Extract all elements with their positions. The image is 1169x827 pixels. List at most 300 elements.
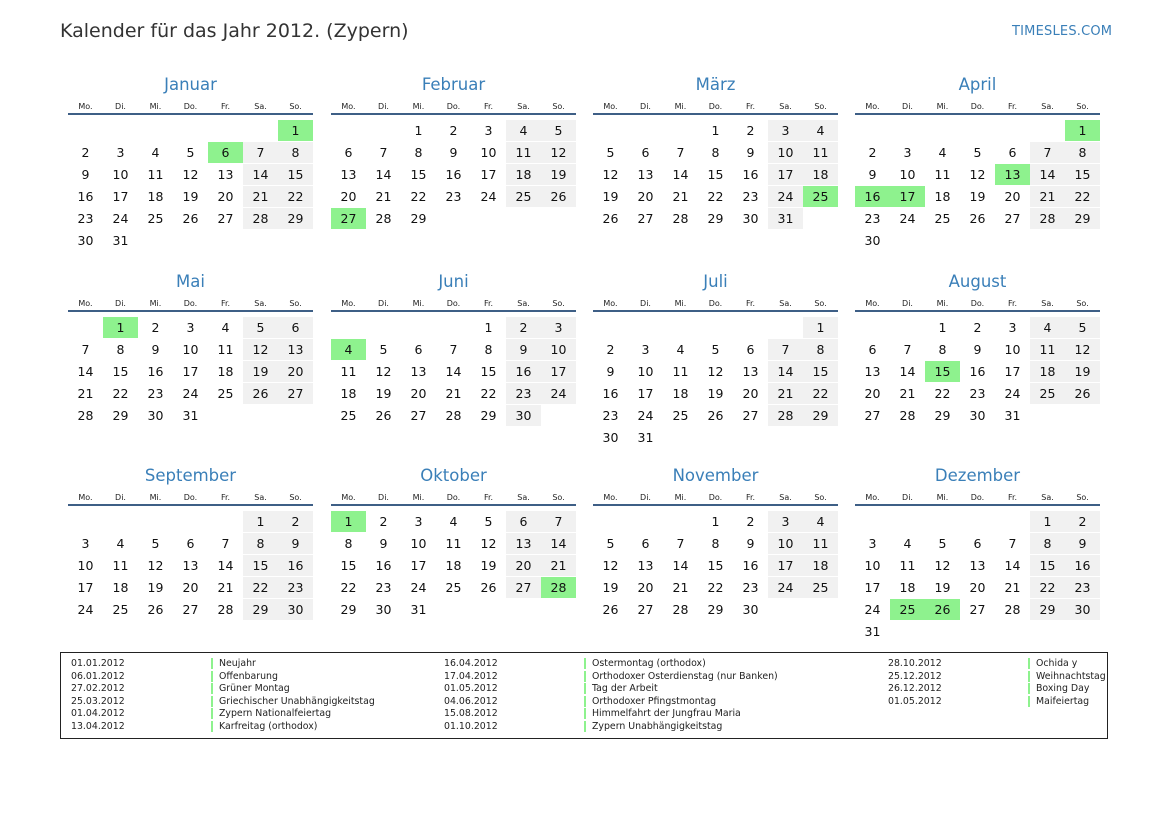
holiday-day-cell: 6 [208, 142, 243, 163]
day-cell: 22 [707, 189, 724, 204]
day-cell: 21 [1030, 186, 1065, 207]
day-cell: 18 [934, 189, 951, 204]
day-cell: 14 [672, 558, 689, 573]
day-cell: 25 [112, 602, 129, 617]
day-cell: 28 [375, 211, 392, 226]
day-cell: 11 [1030, 339, 1065, 360]
day-cell: 12 [375, 364, 392, 379]
weekday-header: So. [289, 102, 302, 111]
weekday-header: Mi. [149, 299, 162, 308]
day-cell: 9 [379, 536, 388, 551]
weekday-header: Mo. [865, 493, 880, 502]
day-cell: 20 [742, 386, 759, 401]
day-cell: 18 [445, 558, 462, 573]
day-cell: 25 [672, 408, 689, 423]
legend-holiday-name: Boxing Day [1028, 683, 1089, 694]
weekday-header: Di. [640, 299, 651, 308]
day-cell: 4 [803, 511, 838, 532]
weekday-header: Mo. [341, 493, 356, 502]
weekday-header: Mo. [865, 102, 880, 111]
legend-date: 01.05.2012 [888, 695, 942, 707]
day-cell: 4 [938, 145, 947, 160]
weekday-header: Sa. [517, 493, 530, 502]
day-cell: 2 [868, 145, 877, 160]
day-cell: 29 [340, 602, 357, 617]
weekday-header: Do. [183, 102, 198, 111]
weekday-header: Fr. [1007, 299, 1018, 308]
day-cell: 1 [414, 123, 423, 138]
weekday-header: Do. [708, 299, 723, 308]
day-cell: 1 [243, 511, 278, 532]
day-cell: 6 [641, 145, 650, 160]
day-cell: 5 [186, 145, 195, 160]
weekday-header: So. [1076, 493, 1089, 502]
day-cell: 30 [602, 430, 619, 445]
legend-holiday-name: Himmelfahrt der Jungfrau Maria [584, 708, 741, 719]
day-cell: 20 [410, 386, 427, 401]
day-cell: 23 [77, 211, 94, 226]
day-cell: 9 [746, 536, 755, 551]
day-cell: 6 [506, 511, 541, 532]
day-cell: 26 [375, 408, 392, 423]
day-cell: 11 [934, 167, 951, 182]
day-cell: 13 [637, 558, 654, 573]
day-cell: 5 [484, 514, 493, 529]
day-cell: 16 [77, 189, 94, 204]
holiday-legend [60, 652, 1108, 739]
day-cell: 25 [934, 211, 951, 226]
weekday-header: Fr. [220, 299, 231, 308]
day-cell: 1 [484, 320, 493, 335]
day-cell: 27 [182, 602, 199, 617]
day-cell: 6 [344, 145, 353, 160]
weekday-header: Do. [446, 299, 461, 308]
day-cell: 31 [637, 430, 654, 445]
month-name: Dezember [934, 466, 1021, 485]
weekday-header: Fr. [483, 493, 494, 502]
day-cell: 9 [973, 342, 982, 357]
day-cell: 10 [768, 533, 803, 554]
day-cell: 7 [676, 145, 685, 160]
day-cell: 21 [243, 186, 278, 207]
day-cell: 23 [742, 580, 759, 595]
day-cell: 3 [1008, 320, 1017, 335]
weekday-header: Mo. [341, 102, 356, 111]
day-cell: 19 [602, 580, 619, 595]
day-cell: 20 [217, 189, 234, 204]
weekday-header: Do. [970, 493, 985, 502]
day-cell: 24 [637, 408, 654, 423]
weekday-header: Fr. [745, 102, 756, 111]
day-cell: 10 [480, 145, 497, 160]
legend-date: 01.05.2012 [444, 683, 498, 695]
day-cell: 19 [147, 580, 164, 595]
day-cell: 26 [147, 602, 164, 617]
holiday-day-cell: 26 [925, 599, 960, 620]
day-cell: 14 [445, 364, 462, 379]
holiday-day-cell: 25 [890, 599, 925, 620]
weekday-header: Fr. [220, 102, 231, 111]
day-cell: 25 [147, 211, 164, 226]
month-name: November [672, 466, 759, 485]
day-cell: 18 [147, 189, 164, 204]
weekday-header: Mi. [674, 493, 687, 502]
day-cell: 1 [711, 514, 720, 529]
day-cell: 10 [637, 364, 654, 379]
weekday-header: Di. [902, 299, 913, 308]
weekday-header: Do. [183, 299, 198, 308]
weekday-header: Mi. [674, 102, 687, 111]
day-cell: 30 [278, 599, 313, 620]
day-cell: 25 [506, 186, 541, 207]
day-cell: 24 [112, 211, 129, 226]
day-cell: 15 [803, 361, 838, 382]
day-cell: 8 [116, 342, 125, 357]
weekday-header: Di. [902, 493, 913, 502]
weekday-header: Mo. [865, 299, 880, 308]
day-cell: 15 [707, 558, 724, 573]
day-cell: 16 [147, 364, 164, 379]
month-name: September [144, 466, 237, 485]
day-cell: 28 [672, 211, 689, 226]
weekday-header: Di. [640, 493, 651, 502]
day-cell: 8 [938, 342, 947, 357]
day-cell: 21 [899, 386, 916, 401]
month-divider [855, 504, 1100, 506]
legend-date: 25.03.2012 [71, 695, 125, 707]
holiday-day-cell: 1 [278, 120, 313, 141]
day-cell: 9 [1065, 533, 1100, 554]
day-cell: 22 [278, 186, 313, 207]
weekday-header: Di. [378, 493, 389, 502]
weekday-header: So. [814, 102, 827, 111]
day-cell: 29 [243, 599, 278, 620]
day-cell: 15 [1030, 555, 1065, 576]
day-cell: 2 [278, 511, 313, 532]
day-cell: 17 [541, 361, 576, 382]
legend-holiday-name: Ochida y [1028, 658, 1077, 669]
day-cell: 26 [541, 186, 576, 207]
day-cell: 11 [340, 364, 357, 379]
day-cell: 14 [768, 361, 803, 382]
day-cell: 12 [182, 167, 199, 182]
day-cell: 21 [217, 580, 234, 595]
day-cell: 5 [606, 536, 615, 551]
weekday-header: Sa. [254, 102, 267, 111]
weekday-header: Fr. [745, 299, 756, 308]
weekday-header: Mo. [603, 299, 618, 308]
day-cell: 11 [445, 536, 462, 551]
day-cell: 19 [243, 361, 278, 382]
day-cell: 4 [903, 536, 912, 551]
day-cell: 3 [116, 145, 125, 160]
legend-date: 16.04.2012 [444, 658, 498, 669]
weekday-header: Sa. [517, 102, 530, 111]
day-cell: 22 [410, 189, 427, 204]
day-cell: 29 [707, 211, 724, 226]
day-cell: 23 [375, 580, 392, 595]
day-cell: 22 [480, 386, 497, 401]
weekday-header: So. [289, 299, 302, 308]
day-cell: 9 [151, 342, 160, 357]
day-cell: 29 [707, 602, 724, 617]
weekday-header: Mi. [936, 493, 949, 502]
day-cell: 30 [969, 408, 986, 423]
day-cell: 24 [410, 580, 427, 595]
day-cell: 7 [379, 145, 388, 160]
month-divider [593, 310, 838, 312]
day-cell: 6 [414, 342, 423, 357]
day-cell: 24 [768, 577, 803, 598]
legend-holiday-name: Zypern Unabhängigkeitstag [584, 721, 722, 732]
day-cell: 22 [1065, 186, 1100, 207]
day-cell: 27 [969, 602, 986, 617]
day-cell: 2 [506, 317, 541, 338]
weekday-header: Fr. [220, 493, 231, 502]
day-cell: 10 [1004, 342, 1021, 357]
day-cell: 10 [182, 342, 199, 357]
legend-holiday-name: Griechischer Unabhängigkeitstag [211, 696, 375, 707]
day-cell: 9 [868, 167, 877, 182]
holiday-day-cell: 17 [890, 186, 925, 207]
day-cell: 3 [186, 320, 195, 335]
day-cell: 26 [707, 408, 724, 423]
day-cell: 21 [77, 386, 94, 401]
weekday-header: Sa. [517, 299, 530, 308]
brand-link[interactable]: TIMESLES.COM [1012, 24, 1113, 39]
day-cell: 23 [864, 211, 881, 226]
day-cell: 8 [803, 339, 838, 360]
day-cell: 3 [414, 514, 423, 529]
day-cell: 14 [899, 364, 916, 379]
weekday-header: Di. [115, 493, 126, 502]
month-divider [855, 113, 1100, 115]
day-cell: 8 [278, 142, 313, 163]
weekday-header: Di. [115, 299, 126, 308]
day-cell: 30 [742, 211, 759, 226]
weekday-header: Sa. [254, 299, 267, 308]
weekday-header: Sa. [779, 299, 792, 308]
legend-holiday-name: Grüner Montag [211, 683, 290, 694]
day-cell: 7 [221, 536, 230, 551]
day-cell: 17 [768, 555, 803, 576]
day-cell: 6 [868, 342, 877, 357]
day-cell: 11 [217, 342, 234, 357]
day-cell: 7 [1030, 142, 1065, 163]
day-cell: 23 [602, 408, 619, 423]
month-name: Januar [164, 75, 217, 94]
day-cell: 14 [672, 167, 689, 182]
day-cell: 12 [243, 339, 278, 360]
month-name: Juli [703, 272, 728, 291]
day-cell: 16 [969, 364, 986, 379]
day-cell: 25 [340, 408, 357, 423]
day-cell: 1 [711, 123, 720, 138]
day-cell: 15 [340, 558, 357, 573]
day-cell: 18 [506, 164, 541, 185]
day-cell: 14 [1030, 164, 1065, 185]
weekday-header: Di. [115, 102, 126, 111]
legend-holiday-name: Maifeiertag [1028, 696, 1089, 707]
day-cell: 30 [864, 233, 881, 248]
weekday-header: So. [552, 102, 565, 111]
weekday-header: Di. [902, 102, 913, 111]
day-cell: 8 [1030, 533, 1065, 554]
weekday-header: Mo. [78, 493, 93, 502]
holiday-day-cell: 16 [855, 186, 890, 207]
weekday-header: Do. [183, 493, 198, 502]
legend-date: 25.12.2012 [888, 670, 942, 682]
day-cell: 30 [147, 408, 164, 423]
weekday-header: Mo. [341, 299, 356, 308]
day-cell: 18 [112, 580, 129, 595]
day-cell: 24 [77, 602, 94, 617]
weekday-header: Do. [446, 493, 461, 502]
weekday-header: Sa. [779, 493, 792, 502]
day-cell: 2 [449, 123, 458, 138]
day-cell: 3 [903, 145, 912, 160]
day-cell: 14 [217, 558, 234, 573]
day-cell: 15 [243, 555, 278, 576]
day-cell: 20 [506, 555, 541, 576]
day-cell: 28 [243, 208, 278, 229]
day-cell: 2 [379, 514, 388, 529]
day-cell: 15 [112, 364, 129, 379]
day-cell: 18 [340, 386, 357, 401]
weekday-header: So. [814, 299, 827, 308]
day-cell: 8 [1065, 142, 1100, 163]
day-cell: 19 [1065, 361, 1100, 382]
day-cell: 21 [375, 189, 392, 204]
day-cell: 31 [410, 602, 427, 617]
day-cell: 30 [77, 233, 94, 248]
legend-date: 06.01.2012 [71, 670, 125, 682]
day-cell: 10 [410, 536, 427, 551]
day-cell: 12 [147, 558, 164, 573]
day-cell: 3 [768, 120, 803, 141]
day-cell: 17 [1004, 364, 1021, 379]
day-cell: 7 [541, 511, 576, 532]
day-cell: 17 [637, 386, 654, 401]
day-cell: 6 [278, 317, 313, 338]
day-cell: 23 [969, 386, 986, 401]
day-cell: 17 [768, 164, 803, 185]
day-cell: 7 [243, 142, 278, 163]
day-cell: 24 [899, 211, 916, 226]
day-cell: 3 [81, 536, 90, 551]
day-cell: 20 [278, 361, 313, 382]
month-name: März [695, 75, 736, 94]
day-cell: 19 [375, 386, 392, 401]
day-cell: 16 [1065, 555, 1100, 576]
day-cell: 29 [410, 211, 427, 226]
day-cell: 11 [506, 142, 541, 163]
legend-date: 13.04.2012 [71, 721, 125, 732]
day-cell: 14 [243, 164, 278, 185]
day-cell: 23 [278, 577, 313, 598]
day-cell: 27 [217, 211, 234, 226]
day-cell: 10 [112, 167, 129, 182]
day-cell: 14 [541, 533, 576, 554]
day-cell: 17 [480, 167, 497, 182]
month-divider [593, 504, 838, 506]
weekday-header: Fr. [1007, 102, 1018, 111]
day-cell: 23 [445, 189, 462, 204]
holiday-day-cell: 28 [541, 577, 576, 598]
day-cell: 21 [1004, 580, 1021, 595]
day-cell: 8 [711, 145, 720, 160]
day-cell: 13 [182, 558, 199, 573]
month-name: Mai [176, 272, 205, 291]
weekday-header: Mo. [78, 102, 93, 111]
day-cell: 17 [112, 189, 129, 204]
day-cell: 11 [112, 558, 129, 573]
day-cell: 9 [606, 364, 615, 379]
weekday-header: Mo. [78, 299, 93, 308]
day-cell: 5 [151, 536, 160, 551]
day-cell: 26 [182, 211, 199, 226]
day-cell: 28 [1004, 602, 1021, 617]
day-cell: 23 [1065, 577, 1100, 598]
day-cell: 24 [768, 186, 803, 207]
month-divider [593, 113, 838, 115]
day-cell: 25 [803, 577, 838, 598]
day-cell: 9 [278, 533, 313, 554]
day-cell: 31 [768, 208, 803, 229]
day-cell: 23 [742, 189, 759, 204]
day-cell: 31 [864, 624, 881, 639]
day-cell: 30 [1065, 599, 1100, 620]
day-cell: 13 [969, 558, 986, 573]
day-cell: 21 [768, 383, 803, 404]
day-cell: 2 [1065, 511, 1100, 532]
legend-holiday-name: Ostermontag (orthodox) [584, 658, 706, 669]
day-cell: 3 [641, 342, 650, 357]
day-cell: 10 [77, 558, 94, 573]
weekday-header: So. [1076, 102, 1089, 111]
day-cell: 12 [480, 536, 497, 551]
day-cell: 27 [278, 383, 313, 404]
holiday-day-cell: 1 [331, 511, 366, 532]
day-cell: 15 [410, 167, 427, 182]
day-cell: 28 [445, 408, 462, 423]
weekday-header: Fr. [483, 102, 494, 111]
weekday-header: Di. [378, 102, 389, 111]
legend-date: 01.04.2012 [71, 708, 125, 720]
holiday-day-cell: 15 [925, 361, 960, 382]
day-cell: 13 [637, 167, 654, 182]
day-cell: 4 [449, 514, 458, 529]
day-cell: 13 [506, 533, 541, 554]
legend-date: 01.10.2012 [444, 721, 498, 732]
day-cell: 18 [1030, 361, 1065, 382]
day-cell: 10 [864, 558, 881, 573]
day-cell: 25 [445, 580, 462, 595]
weekday-header: So. [814, 493, 827, 502]
day-cell: 13 [278, 339, 313, 360]
day-cell: 3 [768, 511, 803, 532]
day-cell: 8 [243, 533, 278, 554]
day-cell: 18 [803, 164, 838, 185]
day-cell: 12 [541, 142, 576, 163]
day-cell: 19 [182, 189, 199, 204]
day-cell: 14 [1004, 558, 1021, 573]
day-cell: 2 [81, 145, 90, 160]
day-cell: 10 [899, 167, 916, 182]
day-cell: 5 [938, 536, 947, 551]
day-cell: 5 [973, 145, 982, 160]
day-cell: 4 [506, 120, 541, 141]
